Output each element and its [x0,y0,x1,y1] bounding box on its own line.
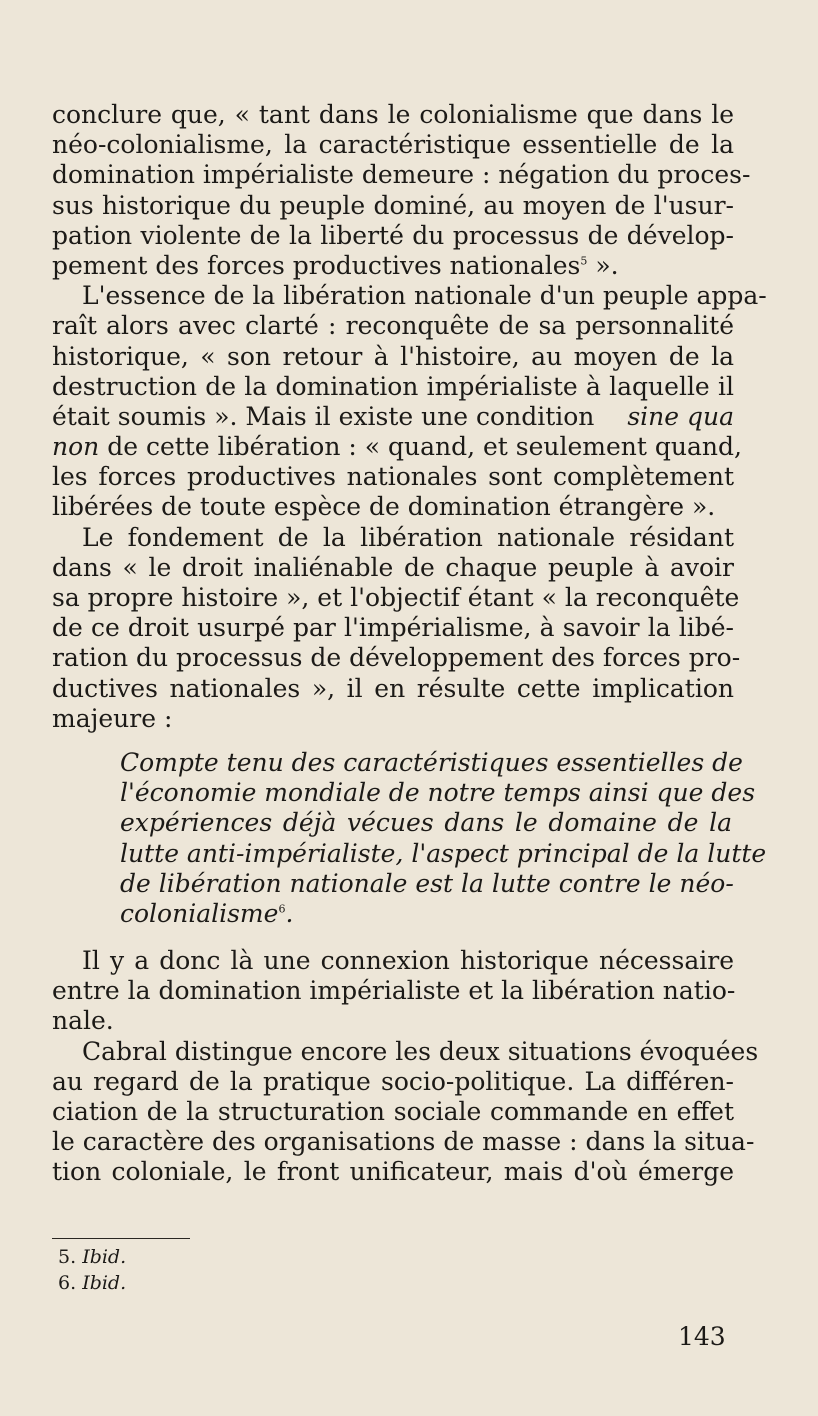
text-fragment: colonialisme [120,898,279,928]
text-line: majeure : [52,703,173,733]
footnote-number: 6. [58,1272,77,1294]
text-line: libérées de toute espèce de domination étrangère ». [52,492,716,522]
text-line: sa propre histoire », et l'objectif étant « la reconquête [52,583,740,612]
footnote-ref: 6 [278,902,286,916]
quote-line: Compte tenu des caractéristiques essentielles de [120,748,743,777]
text-line: au regard de la pratique socio-politique. La différen- [52,1066,734,1096]
text-line: raît alors avec clarté : reconquête de sa personnalité [52,311,734,341]
italic-phrase: sine qua [627,401,734,431]
text-fragment: ». [587,250,619,280]
text-line: les forces productives nationales sont complètement [52,462,734,492]
page-number: 143 [678,1322,726,1351]
footnote-number: 5. [58,1246,77,1268]
text-fragment: pement des forces productives nationales [52,250,581,280]
text-line [52,251,734,281]
text-line: nale. [52,1006,114,1036]
text-line: de ce droit usurpé par l'impérialisme, à savoir la libé- [52,613,734,643]
footnote-text: Ibid. [82,1246,127,1268]
text-line: Il y a donc là une connexion historique nécessaire [82,946,734,975]
text-line: L'essence de la libération nationale d'un peuple appa- [82,281,767,311]
footnote-item [58,1244,126,1270]
text-line: Cabral distingue encore les deux situations évoquées [82,1036,759,1066]
quote-line: lutte anti-impérialiste, l'aspect principal de la lutte [120,838,767,868]
footnote-divider [52,1238,190,1239]
footnotes [58,1244,126,1296]
body-text-lower [52,946,759,1188]
text-line: conclure que, « tant dans le colonialisme que dans le [52,100,734,129]
text-fragment: . [285,898,294,928]
text-line: néo-colonialisme, la caractéristique essentielle de la [52,130,734,160]
text-line: historique, « son retour à l'histoire, au moyen de la [52,341,734,371]
text-line: dans « le droit inaliénable de chaque peuple à avoir [52,552,734,582]
text-line: pation violente de la liberté du processus de dévelop- [52,220,734,250]
footnote-ref: 5 [580,254,588,268]
quote-line [120,899,732,929]
quote-line: de libération nationale est la lutte contre le néo- [120,868,734,898]
text-line: le caractère des organisations de masse : dans la situa- [52,1127,755,1157]
text-line: Le fondement de la libération nationale résidant [82,522,734,552]
body-text-upper [52,100,767,734]
text-line [52,402,734,432]
block-quote [120,748,767,929]
text-line [52,432,742,462]
text-fragment: était soumis ». Mais il existe une condition [52,401,603,431]
italic-phrase: non [52,432,100,462]
text-line: tion coloniale, le front unificateur, mais d'où émerge [52,1157,734,1187]
text-line: ciation de la structuration sociale commande en effet [52,1096,734,1126]
text-line: destruction de la domination impérialiste à laquelle il [52,371,734,401]
text-line: sus historique du peuple dominé, au moyen de l'usur- [52,190,734,220]
text-fragment: de cette libération : « quand, et seulement quand, [99,432,742,462]
footnote-text: Ibid. [82,1272,127,1294]
text-line: ductives nationales », il en résulte cette implication [52,673,734,703]
text-line: ration du processus de développement des forces pro- [52,643,741,673]
quote-line: expériences déjà vécues dans le domaine de la [120,808,732,838]
quote-line: l'économie mondiale de notre temps ainsi que des [120,778,756,808]
footnote-item [58,1270,126,1296]
text-line: domination impérialiste demeure : négation du proces- [52,160,751,190]
text-line: entre la domination impérialiste et la libération natio- [52,976,736,1006]
